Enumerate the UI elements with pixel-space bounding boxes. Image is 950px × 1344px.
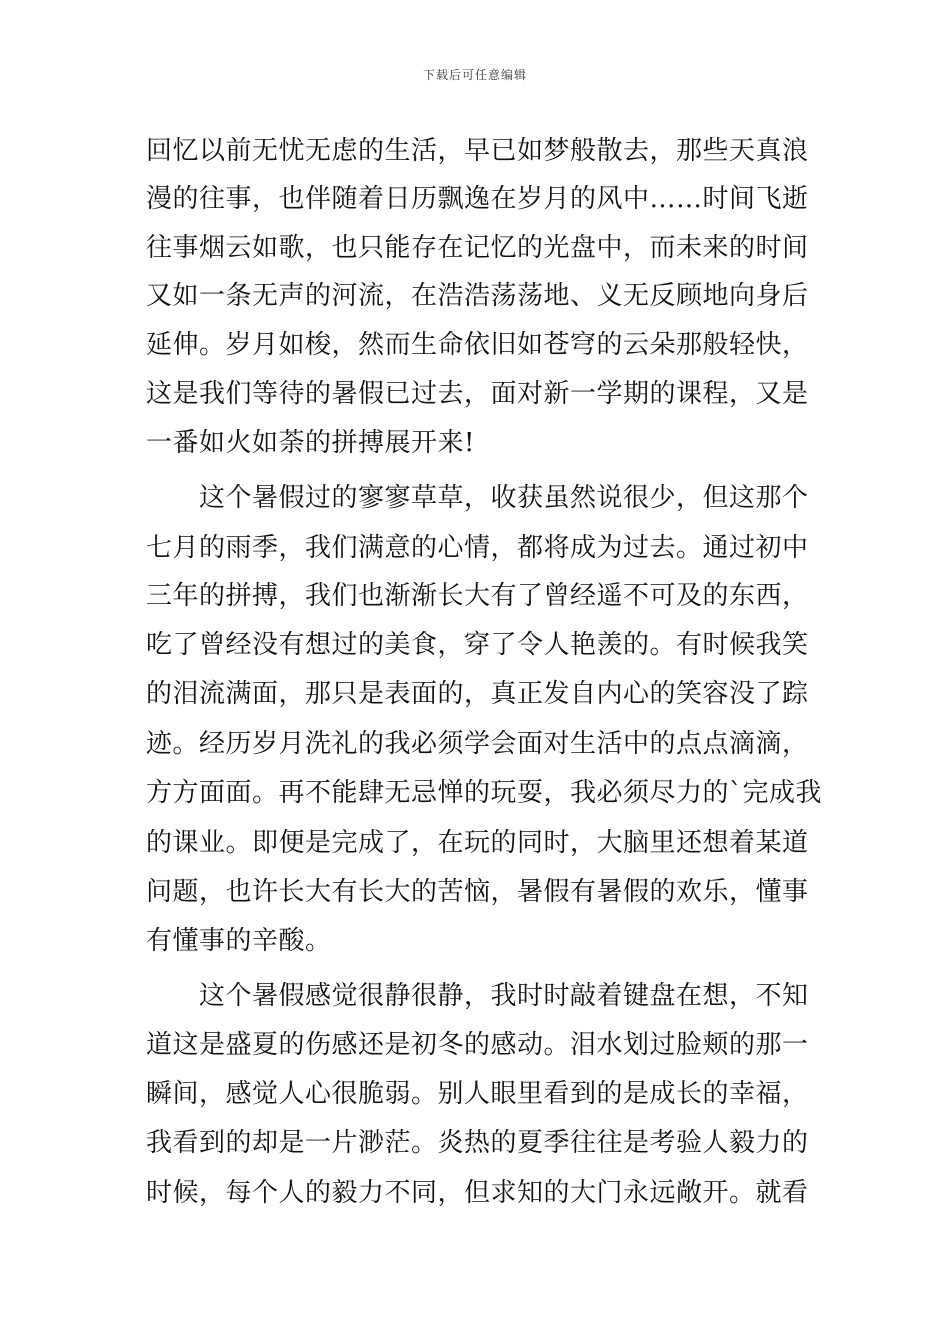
body-line: 瞬间，感觉人心很脆弱。别人眼里看到的是成长的幸福， <box>146 1079 809 1109</box>
body-line: 迹。经历岁月洗礼的我必须学会面对生活中的点点滴滴， <box>146 729 809 759</box>
body-line: 方方面面。再不能肆无忌惮的玩耍，我必须尽力的`完成我 <box>146 778 823 808</box>
body-line: 时候，每个人的毅力不同，但求知的大门永远敞开。就看 <box>146 1178 809 1208</box>
body-line: 三年的拼搏，我们也渐渐长大有了曾经遥不可及的东西， <box>146 581 809 611</box>
body-line: 又如一条无声的河流，在浩浩荡荡地、义无反顾地向身后 <box>146 281 809 311</box>
body-line: 有懂事的辛酸。 <box>146 926 332 956</box>
body-line: 漫的往事，也伴随着日历飘逸在岁月的风中……时间飞逝 <box>146 184 809 214</box>
body-line: 七月的雨季，我们满意的心情，都将成为过去。通过初中 <box>146 533 809 563</box>
body-line: 这是我们等待的暑假已过去，面对新一学期的课程，又是 <box>146 379 809 409</box>
body-line: 问题，也许长大有长大的苦恼，暑假有暑假的欢乐，懂事 <box>146 877 809 907</box>
body-line: 道这是盛夏的伤感还是初冬的感动。泪水划过脸颊的那一 <box>146 1030 809 1060</box>
body-line: 这个暑假过的寥寥草草，收获虽然说很少，但这那个 <box>146 483 809 513</box>
body-line: 回忆以前无忧无虑的生活，早已如梦般散去，那些天真浪 <box>146 136 809 166</box>
body-line: 一番如火如荼的拼搏展开来! <box>146 428 475 458</box>
body-line: 延伸。岁月如梭，然而生命依旧如苍穹的云朵那般轻快， <box>146 330 809 360</box>
body-line: 这个暑假感觉很静很静，我时时敲着键盘在想，不知 <box>146 981 809 1011</box>
body-line: 的课业。即便是完成了，在玩的同时，大脑里还想着某道 <box>146 828 809 858</box>
body-line: 我看到的却是一片渺茫。炎热的夏季往往是考验人毅力的 <box>146 1128 809 1158</box>
body-line: 吃了曾经没有想过的美食，穿了令人艳羡的。有时候我笑 <box>146 630 809 660</box>
page-header: 下载后可任意编辑 <box>422 68 527 82</box>
body-line: 的泪流满面，那只是表面的，真正发自内心的笑容没了踪 <box>146 679 809 709</box>
body-line: 往事烟云如歌，也只能存在记忆的光盘中，而未来的时间 <box>146 233 809 263</box>
